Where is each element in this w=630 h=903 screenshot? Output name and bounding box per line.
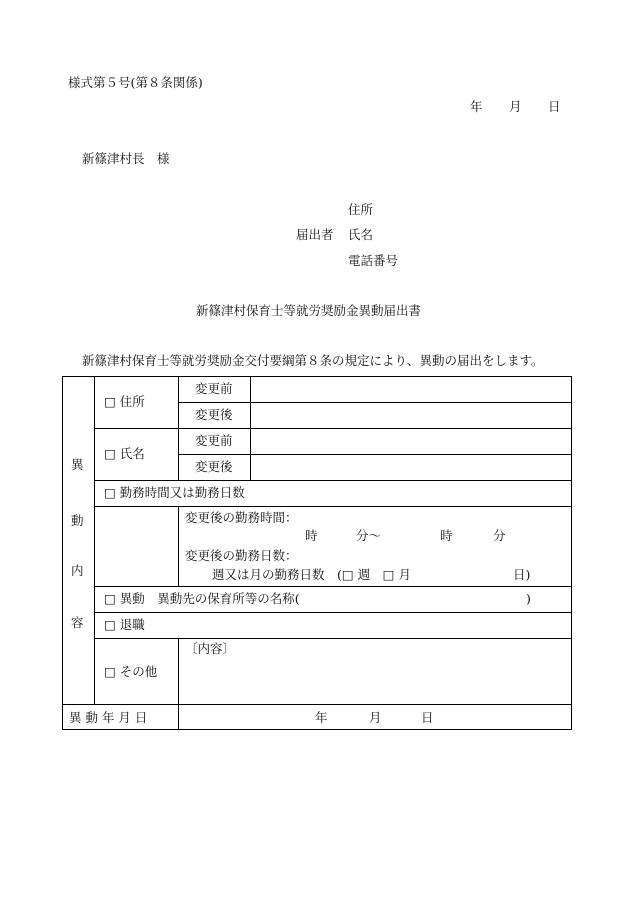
change-date-label: 異 動 年 月 日 <box>69 710 148 725</box>
date-year-label: 年 <box>470 99 483 114</box>
minute-unit: 分 <box>493 528 506 543</box>
date-month-label: 月 <box>509 99 522 114</box>
side-label-char: 動 <box>71 513 84 528</box>
address-after-label: 変更後 <box>195 407 233 422</box>
address-label: 住所 <box>348 202 374 217</box>
form-number: 様式第５号(第８条関係) <box>68 75 203 90</box>
minute-range: 分～ <box>356 528 382 543</box>
side-label-char: 容 <box>71 615 84 630</box>
retire-checkbox-item[interactable]: □ 退職 <box>104 617 145 632</box>
hours-checkbox-item[interactable]: □ 勤務時間又は勤務日数 <box>104 485 245 500</box>
side-label-char: 異 <box>71 457 84 472</box>
addressee: 新篠津村長 様 <box>82 151 170 166</box>
name-before-label: 変更前 <box>195 433 233 448</box>
name-label: 氏名 <box>348 227 374 242</box>
change-date-month: 月 <box>369 710 382 725</box>
hour-unit-2: 時 <box>440 528 453 543</box>
transfer-close: ) <box>526 591 531 606</box>
days-line[interactable]: 週又は月の勤務日数 (□ 週 □ 月 <box>212 567 411 582</box>
side-label-char: 内 <box>71 563 84 578</box>
other-content-label: 〔内容〕 <box>185 641 236 656</box>
address-before-label: 変更前 <box>195 381 233 396</box>
days-close: 日) <box>513 567 531 582</box>
document-title: 新篠津村保育士等就労奨励金異動届出書 <box>196 303 422 318</box>
notifier-label: 届出者 <box>296 227 334 242</box>
change-date-year: 年 <box>315 710 328 725</box>
transfer-checkbox-item[interactable]: □ 異動 異動先の保育所等の名称( <box>104 591 300 606</box>
new-hours-label: 変更後の勤務時間： <box>185 510 298 525</box>
intro-text: 新篠津村保育士等就労奨励金交付要綱第８条の規定により、異動の届出をします。 <box>82 353 544 368</box>
phone-label: 電話番号 <box>348 253 399 268</box>
other-checkbox-item[interactable]: □ その他 <box>104 664 158 679</box>
change-date-day: 日 <box>421 710 434 725</box>
name-checkbox-item[interactable]: □ 氏名 <box>104 446 145 461</box>
change-form-table <box>62 376 572 730</box>
hour-unit-1: 時 <box>305 528 318 543</box>
new-days-label: 変更後の勤務日数： <box>185 548 298 563</box>
date-day-label: 日 <box>548 99 561 114</box>
address-checkbox-item[interactable]: □ 住所 <box>104 394 145 409</box>
name-after-label: 変更後 <box>195 459 233 474</box>
